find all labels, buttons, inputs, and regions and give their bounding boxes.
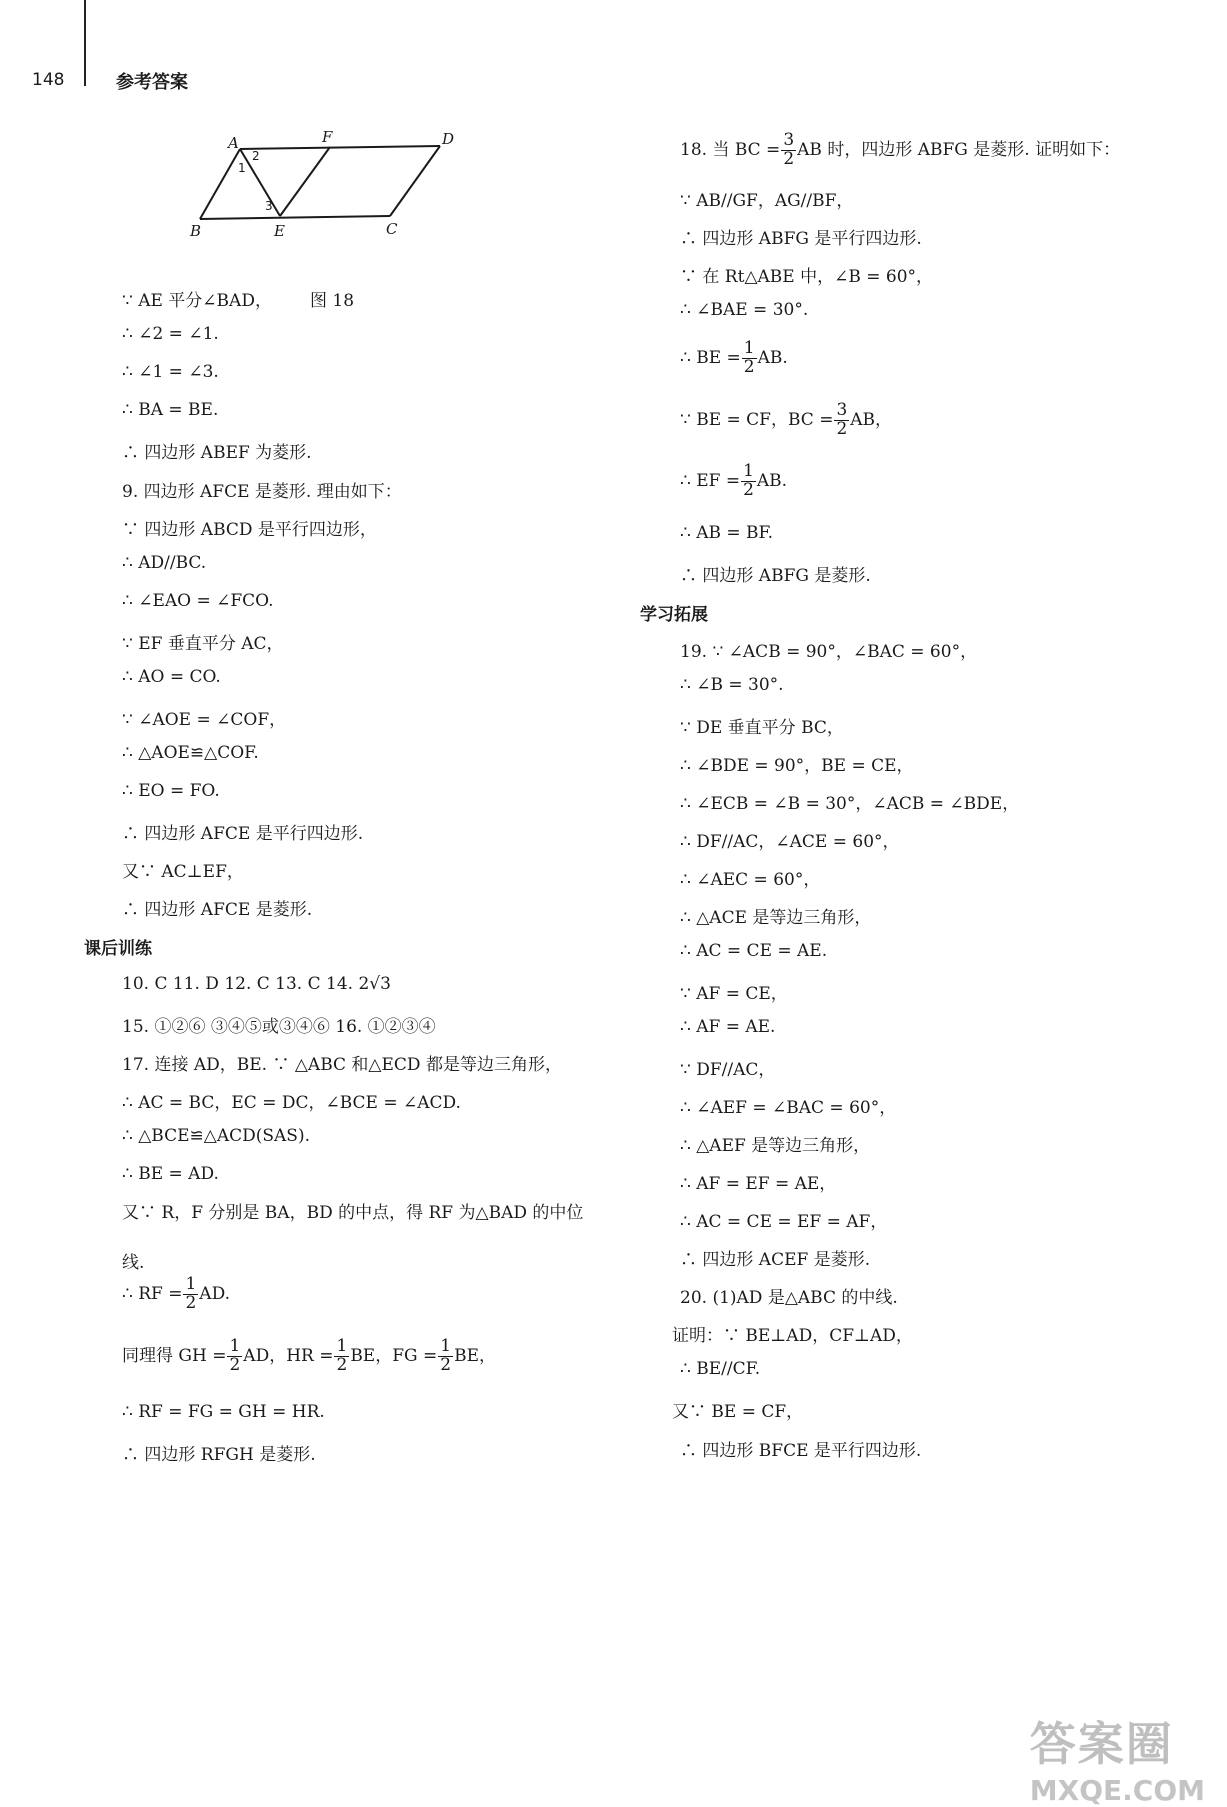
text-line: ∴ 四边形 ABEF 为菱形.: [122, 443, 312, 463]
text-line: 又∵ BE = CF，: [672, 1402, 804, 1422]
fraction-line: ∴ RF = $\frac{1}{2}$ AD.: [122, 1274, 231, 1313]
text-line: ∵ AF = CE，: [680, 984, 788, 1004]
text-line: ∴ △ACE 是等边三角形，: [680, 908, 872, 928]
watermark: [1030, 1708, 1205, 1807]
parallelogram-figure: [190, 128, 460, 274]
fraction: $\frac{3}{2}$: [836, 400, 848, 439]
watermark-logo: 答案圈: [1029, 1717, 1174, 1771]
text-line: ∴ BA = BE.: [122, 400, 219, 420]
text-line: ∴ 四边形 BFCE 是平行四边形.: [680, 1441, 922, 1461]
text-line: ∴ ∠B = 30°.: [680, 675, 784, 695]
section-heading: 学习拓展: [640, 605, 708, 625]
text-line: ∴ ∠BAE = 30°.: [680, 300, 809, 320]
answer-line: 15. ①②⑥ ③④⑤或③④⑥ 16. ①②③④: [122, 1017, 436, 1037]
angle-1: 1: [238, 161, 246, 175]
label-D: D: [442, 130, 455, 148]
watermark-site: MXQE.COM: [1029, 1774, 1205, 1807]
segment-BC: [200, 216, 390, 219]
fraction: $\frac{1}{2}$: [440, 1336, 452, 1375]
text-line: ∴ 四边形 ACEF 是菱形.: [680, 1250, 871, 1270]
text-line: ∴ ∠BDE = 90°，BE = CE，: [680, 756, 914, 776]
text-line: ∴ △BCE≌△ACD(SAS).: [122, 1126, 310, 1146]
fraction-line: ∴ BE = $\frac{1}{2}$ AB.: [680, 338, 788, 377]
text-line: ∵ ∠AOE = ∠COF，: [122, 710, 287, 730]
answer-line: 10. C 11. D 12. C 13. C 14. 2√3: [122, 974, 391, 994]
text-line: ∵ 四边形 ABCD 是平行四边形，: [122, 520, 377, 540]
text-line: ∴ ∠ECB = ∠B = 30°，∠ACB = ∠BDE，: [680, 794, 1020, 814]
fraction: $\frac{1}{2}$: [743, 338, 755, 377]
angle-3: 3: [265, 199, 273, 213]
text-line: 又∵ AC⊥EF，: [122, 862, 244, 882]
section-heading: 课后训练: [84, 939, 152, 959]
fraction-line: 18. 当 BC = $\frac{3}{2}$ AB 时，四边形 ABFG 是菱形. 证明如下：: [680, 130, 1121, 169]
text-line: ∴ BE = AD.: [122, 1164, 219, 1184]
text-line: ∴ ∠1 = ∠3.: [122, 362, 219, 382]
segment-AB: [200, 149, 240, 219]
fraction: $\frac{1}{2}$: [743, 461, 754, 500]
text-line: ∴ ∠EAO = ∠FCO.: [122, 591, 274, 611]
text-line: 19. ∵ ∠ACB = 90°，∠BAC = 60°，: [680, 642, 978, 662]
text-line: ∴ EO = FO.: [122, 781, 220, 801]
segment-AE: [240, 149, 280, 216]
running-title: 参考答案: [116, 72, 188, 93]
figure-caption: 图 18: [310, 291, 355, 311]
segment-AD: [240, 146, 440, 149]
angle-2: 2: [252, 149, 260, 163]
segment-DC: [390, 146, 440, 216]
fraction-line: 同理得 GH = $\frac{1}{2}$ AD，HR = $\frac{1}{2}$ BE，FG = $\frac{1}{2}$ BE，: [122, 1336, 496, 1375]
text-line: ∵ 在 Rt△ABE 中，∠B = 60°，: [680, 267, 934, 287]
text-line: ∴ AB = BF.: [680, 523, 774, 543]
text-line: ∴ ∠AEC = 60°，: [680, 870, 821, 890]
label-B: B: [190, 222, 202, 240]
segment-FE: [280, 147, 330, 216]
header-rule: [84, 0, 86, 86]
text-line: ∵ EF 垂直平分 AC，: [122, 634, 284, 654]
text-line: ∴ 四边形 RFGH 是菱形.: [122, 1445, 316, 1465]
text-line: ∵ AE 平分∠BAD，: [122, 291, 272, 311]
fraction: $\frac{3}{2}$: [783, 130, 795, 169]
text-line: ∴ AC = CE = EF = AF，: [680, 1212, 888, 1232]
text-line: ∵ AB//GF，AG//BF，: [680, 191, 854, 211]
text-line: ∴ 四边形 AFCE 是菱形.: [122, 900, 313, 920]
text-line: 9. 四边形 AFCE 是菱形. 理由如下：: [122, 482, 402, 502]
text-line: ∵ DF//AC，: [680, 1060, 776, 1080]
fraction-line: ∴ EF = $\frac{1}{2}$ AB.: [680, 461, 788, 500]
text-line: ∴ △AEF 是等边三角形，: [680, 1136, 871, 1156]
text-line: 证明：∵ BE⊥AD，CF⊥AD，: [672, 1326, 913, 1346]
label-F: F: [322, 128, 333, 146]
text-line: ∴ 四边形 ABFG 是菱形.: [680, 566, 871, 586]
label-A: A: [228, 134, 239, 152]
fraction: $\frac{1}{2}$: [336, 1336, 348, 1375]
text-line: ∴ AF = EF = AE，: [680, 1174, 837, 1194]
text-line: ∴ AO = CO.: [122, 667, 221, 687]
fraction-line: ∵ BE = CF，BC = $\frac{3}{2}$ AB，: [680, 400, 893, 439]
text-line: ∴ AF = AE.: [680, 1017, 776, 1037]
text-line: ∴ ∠AEF = ∠BAC = 60°，: [680, 1098, 897, 1118]
text-line: 20. (1)AD 是△ABC 的中线.: [680, 1288, 898, 1308]
text-line: ∴ ∠2 = ∠1.: [122, 324, 219, 344]
text-line: 17. 连接 AD，BE. ∵ △ABC 和△ECD 都是等边三角形，: [122, 1055, 562, 1075]
fraction: $\frac{1}{2}$: [185, 1274, 197, 1313]
text-line: ∴ 四边形 AFCE 是平行四边形.: [122, 824, 364, 844]
text-line: ∴ 四边形 ABFG 是平行四边形.: [680, 229, 922, 249]
text-line: ∴ DF//AC，∠ACE = 60°，: [680, 832, 900, 852]
text-line: ∴ BE//CF.: [680, 1359, 761, 1379]
page-number: 148: [32, 70, 65, 90]
text-line: ∴ △AOE≌△COF.: [122, 743, 259, 763]
text-line: ∴ RF = FG = GH = HR.: [122, 1402, 325, 1422]
text-line: ∴ AC = CE = AE.: [680, 941, 828, 961]
text-line: ∴ AC = BC，EC = DC，∠BCE = ∠ACD.: [122, 1093, 461, 1113]
text-line: ∵ DE 垂直平分 BC，: [680, 718, 844, 738]
label-E: E: [274, 222, 285, 240]
text-line: ∴ AD//BC.: [122, 553, 207, 573]
label-C: C: [386, 220, 398, 238]
text-line: 又∵ R，F 分别是 BA，BD 的中点，得 RF 为△BAD 的中位线.: [122, 1203, 584, 1273]
fraction: $\frac{1}{2}$: [229, 1336, 241, 1375]
